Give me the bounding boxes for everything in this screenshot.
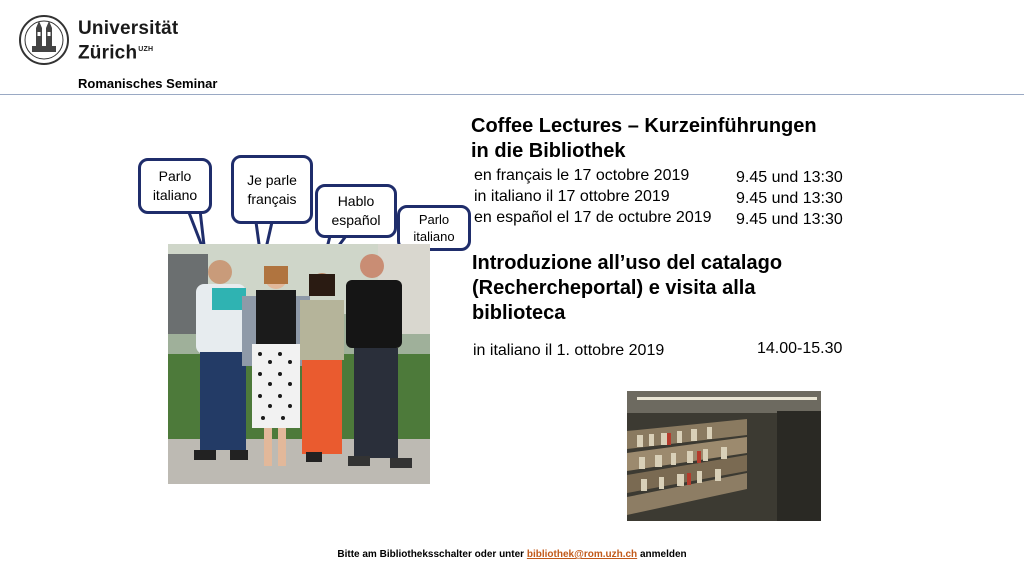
seminar-name: Romanisches Seminar (78, 76, 218, 91)
session-time-es: 9.45 und 13:30 (736, 211, 843, 228)
bubble-text-line2: italiano (152, 187, 198, 203)
intro-title-line3: biblioteca (472, 302, 566, 324)
bubble-text-line2: français (247, 190, 297, 207)
session-time-it: 9.45 und 13:30 (736, 190, 843, 207)
university-wordmark (78, 18, 178, 63)
speech-bubble-italian-1 (138, 158, 212, 214)
intro-title-line1: Introduzione all’uso del catalago (472, 252, 783, 274)
university-name-line2: Zürich (78, 42, 138, 64)
bubble-text-line1: Hablo (337, 193, 375, 209)
university-seal-logo (18, 14, 70, 66)
coffee-title-line1: Coffee Lectures – Kurzeinführungen (471, 115, 817, 137)
coffee-lectures-title (471, 114, 817, 164)
coffee-title-line2: in die Bibliothek (471, 140, 626, 162)
session-time-fr: 9.45 und 13:30 (736, 169, 843, 186)
speech-bubble-french (231, 155, 313, 224)
intro-date: in italiano il 1. ottobre 2019 (473, 342, 665, 359)
session-label-es: en español el 17 de octubre 2019 (474, 209, 712, 226)
footer-prefix: Bitte am Bibliotheksschalter oder unter (337, 549, 527, 560)
intro-time: 14.00-15.30 (757, 340, 843, 357)
library-photo (627, 391, 821, 521)
bubble-text-line1: Parlo (158, 168, 192, 184)
session-label-it: in italiano il 17 ottobre 2019 (474, 188, 670, 205)
intro-title (472, 251, 782, 326)
session-label-fr: en français le 17 octobre 2019 (474, 167, 690, 184)
footer-suffix: anmelden (637, 549, 687, 560)
university-name-line1: Universität (78, 18, 179, 39)
group-photo (168, 244, 430, 484)
uzh-mark: UZH (138, 46, 154, 53)
speech-bubble-spanish (315, 184, 397, 238)
bubble-text-line1: Je parle (247, 171, 297, 188)
bubble-text-line2: español (331, 212, 381, 228)
footer-registration-note (0, 549, 1024, 560)
email-link[interactable]: bibliothek@rom.uzh.ch (526, 549, 638, 560)
bubble-text-line1: Parlo (418, 212, 450, 227)
intro-title-line2: (Rechercheportal) e visita alla (472, 277, 756, 299)
bubble-text-line2: italiano (413, 229, 455, 244)
header-divider (0, 94, 1024, 95)
